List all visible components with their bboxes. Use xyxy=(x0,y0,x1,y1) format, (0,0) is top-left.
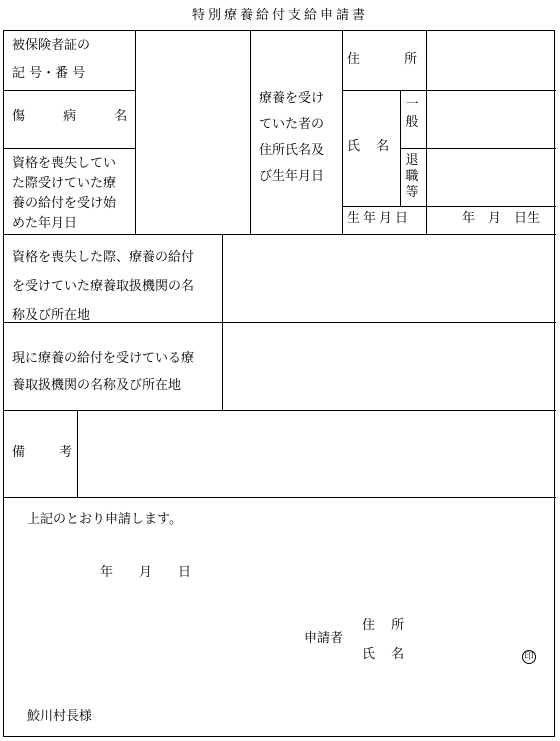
remarks-label: 備 考 xyxy=(12,445,73,460)
lost-institution-field[interactable] xyxy=(222,234,554,321)
insured-id-label-line2: 記 号・番 号 xyxy=(12,66,86,81)
address-label: 住 所 xyxy=(347,52,418,67)
category-general-label: 一 般 xyxy=(405,97,419,130)
injury-name-field[interactable] xyxy=(135,90,249,147)
applicant-address-label: 住 所 xyxy=(362,618,405,633)
address-field[interactable] xyxy=(426,31,554,89)
insured-id-label-line1: 被保険者証の xyxy=(12,38,91,53)
qualification-date-field[interactable] xyxy=(135,148,249,233)
name-label: 氏 名 xyxy=(347,139,390,154)
addressee-text: 鮫川村長様 xyxy=(27,709,93,724)
form-title: 特別療養給付支給申請書 xyxy=(191,8,368,23)
applicant-label: 申請者 xyxy=(304,631,344,646)
seal-icon: 印 xyxy=(522,648,536,664)
birthdate-label: 生年月日 xyxy=(347,211,412,226)
current-institution-field[interactable] xyxy=(222,322,554,409)
qualification-label: 資格を喪失してい た際受けていた療 養の給付を受け始 めた年月日 xyxy=(12,156,117,231)
declaration-text: 上記のとおり申請します。 xyxy=(27,512,182,527)
category-retired-label: 退 職 等 xyxy=(405,153,419,200)
treated-person-label: 療養を受け ていた者の 住所氏名及 び生年月日 xyxy=(259,91,325,184)
applicant-name-label: 氏 名 xyxy=(362,647,405,662)
birthdate-format[interactable]: 年 月 日生 xyxy=(462,211,541,226)
application-date[interactable]: 年 月 日 xyxy=(100,565,192,580)
remarks-field[interactable] xyxy=(77,410,554,496)
injury-name-label: 傷 病 名 xyxy=(12,109,128,124)
name-retired-field[interactable] xyxy=(426,148,554,205)
name-general-field[interactable] xyxy=(426,90,554,147)
insured-id-field[interactable] xyxy=(135,31,249,89)
current-institution-label: 現に療養の給付を受けている療 養取扱機関の名称及び所在地 xyxy=(12,351,195,393)
lost-institution-label: 資格を喪失した際、療養の給付 を受けていた療養取扱機関の名 称及び所在地 xyxy=(12,250,195,323)
